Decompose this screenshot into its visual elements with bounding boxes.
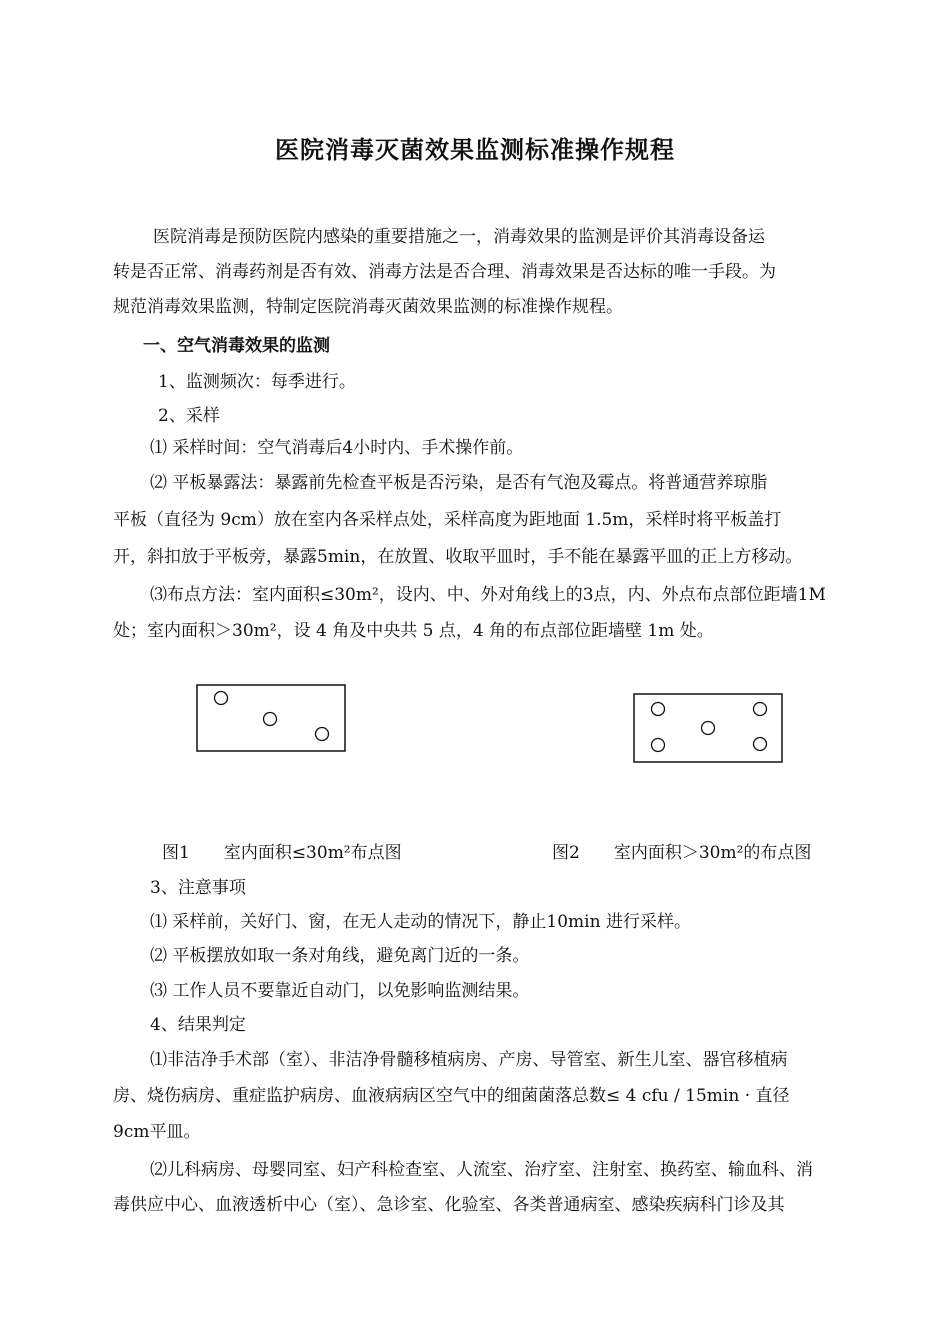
result-2-line-1: ⑵儿科病房、母婴同室、妇产科检查室、人流室、治疗室、注射室、换药室、输血科、消 (150, 1160, 813, 1180)
figure-1-diagram (196, 684, 348, 754)
sub-item-1: ⑴ 采样时间：空气消毒后4小时内、手术操作前。 (150, 438, 524, 458)
figure-1-caption: 图1 室内面积≤30m²布点图 (162, 843, 402, 863)
note-2: ⑵ 平板摆放如取一条对角线，避免离门近的一条。 (150, 946, 530, 966)
item-4: 4、结果判定 (150, 1015, 246, 1035)
note-1: ⑴ 采样前，关好门、窗，在无人走动的情况下，静止10min 进行采样。 (150, 912, 691, 932)
sample-point (702, 722, 715, 735)
sample-point (754, 738, 767, 751)
sub-item-2-line-2: 平板（直径为 9cm）放在室内各采样点处，采样高度为距地面 1.5m，采样时将平板盖打 (113, 510, 782, 530)
figure-2-diagram (633, 693, 785, 765)
sample-point (264, 713, 277, 726)
sample-point (754, 703, 767, 716)
sample-point (652, 739, 665, 752)
figure-2-caption: 图2 室内面积＞30m²的布点图 (552, 843, 812, 863)
item-3: 3、注意事项 (150, 878, 246, 898)
result-1-line-1: ⑴非洁净手术部（室）、非洁净骨髓移植病房、产房、导管室、新生儿室、器官移植病 (150, 1050, 788, 1070)
sub-item-3-line-2: 处；室内面积＞30m²，设 4 角及中央共 5 点，4 角的布点部位距墙壁 1m 处。 (113, 621, 714, 641)
item-1: 1、监测频次：每季进行。 (158, 372, 356, 392)
sample-point (652, 703, 665, 716)
page-title: 医院消毒灭菌效果监测标准操作规程 (275, 136, 675, 164)
item-2: 2、采样 (158, 406, 220, 426)
result-1-line-2: 房、烧伤病房、重症监护病房、血液病病区空气中的细菌菌落总数≤ 4 cfu / 15min · 直径 (113, 1086, 790, 1106)
intro-line-2: 转是否正常、消毒药剂是否有效、消毒方法是否合理、消毒效果是否达标的唯一手段。为 (113, 262, 776, 282)
section-heading-1: 一、空气消毒效果的监测 (143, 336, 330, 356)
sample-point (215, 692, 228, 705)
sub-item-2-line-3: 开，斜扣放于平板旁，暴露5min，在放置、收取平皿时，手不能在暴露平皿的正上方移动。 (113, 547, 803, 567)
sub-item-2-line-1: ⑵ 平板暴露法：暴露前先检查平板是否污染，是否有气泡及霉点。将普通营养琼脂 (150, 473, 768, 493)
result-1-line-3: 9cm平皿。 (113, 1122, 201, 1142)
intro-line-1: 医院消毒是预防医院内感染的重要措施之一，消毒效果的监测是评价其消毒设备运 (153, 227, 765, 247)
result-2-line-2: 毒供应中心、血液透析中心（室）、急诊室、化验室、各类普通病室、感染疾病科门诊及其 (113, 1195, 785, 1215)
note-3: ⑶ 工作人员不要靠近自动门，以免影响监测结果。 (150, 981, 530, 1001)
intro-line-3: 规范消毒效果监测，特制定医院消毒灭菌效果监测的标准操作规程。 (113, 297, 623, 317)
sub-item-3-line-1: ⑶布点方法：室内面积≤30m²，设内、中、外对角线上的3点，内、外点布点部位距墙1M (150, 585, 826, 605)
sample-point (316, 728, 329, 741)
